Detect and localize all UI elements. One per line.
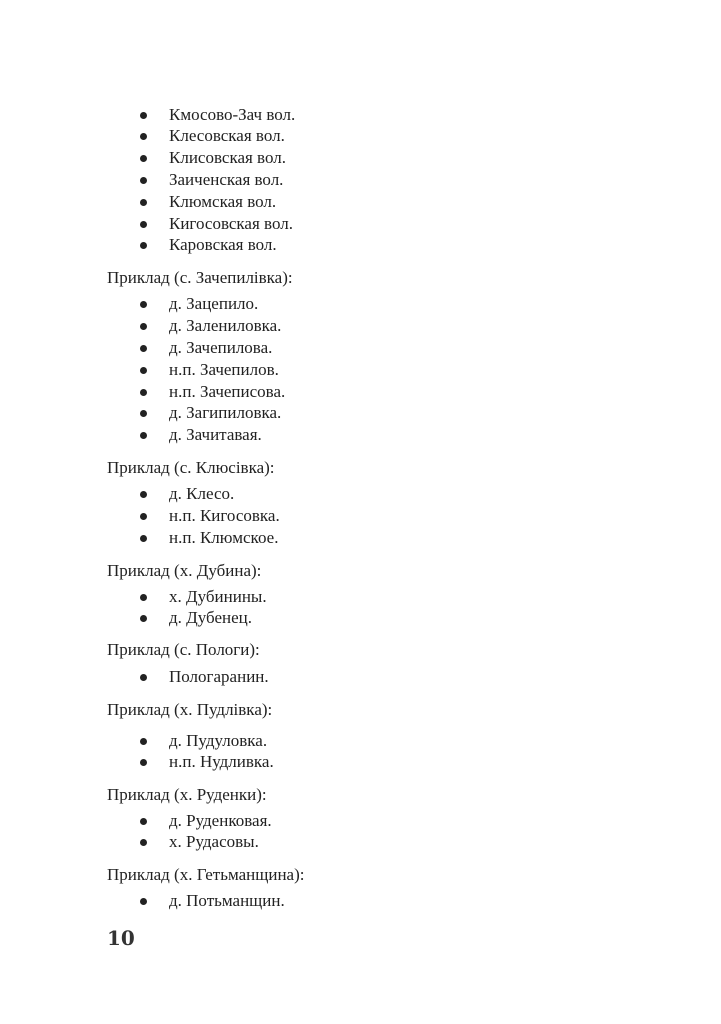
list-item: д. Пудуловка. <box>169 731 268 750</box>
list-item: д. Руденковая. <box>169 811 272 830</box>
list-item: Кигосовская вол. <box>169 214 293 233</box>
list-item: н.п. Зачепилов. <box>169 360 279 379</box>
list-item: н.п. Кигосовка. <box>169 506 280 525</box>
bullet-icon <box>140 674 147 681</box>
list-item: Клесовская вол. <box>169 126 285 145</box>
bullet-icon <box>140 112 147 119</box>
bullet-icon <box>140 738 147 745</box>
bullet-icon <box>140 513 147 520</box>
list-item: х. Дубинины. <box>169 587 267 606</box>
list-item: д. Зачепилова. <box>169 338 273 357</box>
bullet-icon <box>140 759 147 766</box>
bullet-icon <box>140 323 147 330</box>
list-item: д. Загипиловка. <box>169 403 282 422</box>
bullet-icon <box>140 389 147 396</box>
list-item: н.п. Клюмское. <box>169 528 279 547</box>
list-item: д. Дубенец. <box>169 608 252 627</box>
list-item: Клисовская вол. <box>169 148 286 167</box>
section-heading: Приклад (с. Зачепилівка): <box>107 268 293 287</box>
list-item: д. Клесо. <box>169 484 235 503</box>
bullet-icon <box>140 615 147 622</box>
bullet-icon <box>140 345 147 352</box>
bullet-icon <box>140 432 147 439</box>
bullet-icon <box>140 155 147 162</box>
list-item: н.п. Зачеписова. <box>169 382 286 401</box>
bullet-icon <box>140 177 147 184</box>
section-heading: Приклад (х. Пудлівка): <box>107 700 273 719</box>
section-heading: Приклад (х. Дубина): <box>107 561 262 580</box>
section-heading: Приклад (с. Клюсівка): <box>107 458 275 477</box>
list-item: Каровская вол. <box>169 235 277 254</box>
bullet-icon <box>140 221 147 228</box>
bullet-icon <box>140 199 147 206</box>
list-item: Клюмская вол. <box>169 192 277 211</box>
page-number: 10 <box>107 926 135 950</box>
section-heading: Приклад (с. Пологи): <box>107 640 260 659</box>
bullet-icon <box>140 594 147 601</box>
bullet-icon <box>140 242 147 249</box>
bullet-icon <box>140 898 147 905</box>
list-item: Заиченская вол. <box>169 170 284 189</box>
bullet-icon <box>140 491 147 498</box>
list-item: Кмосово-Зач вол. <box>169 105 296 124</box>
list-item: д. Потьманщин. <box>169 891 285 910</box>
bullet-icon <box>140 133 147 140</box>
list-item: д. Залениловка. <box>169 316 282 335</box>
list-item: д. Зачитавая. <box>169 425 262 444</box>
list-item: х. Рудасовы. <box>169 832 259 851</box>
bullet-icon <box>140 301 147 308</box>
bullet-icon <box>140 367 147 374</box>
bullet-icon <box>140 535 147 542</box>
list-item: н.п. Нудливка. <box>169 752 274 771</box>
bullet-icon <box>140 818 147 825</box>
bullet-icon <box>140 839 147 846</box>
bullet-icon <box>140 410 147 417</box>
section-heading: Приклад (х. Гетьманщина): <box>107 865 305 884</box>
list-item: д. Зацепило. <box>169 294 259 313</box>
section-heading: Приклад (х. Руденки): <box>107 785 267 804</box>
list-item: Пологаранин. <box>169 667 269 686</box>
